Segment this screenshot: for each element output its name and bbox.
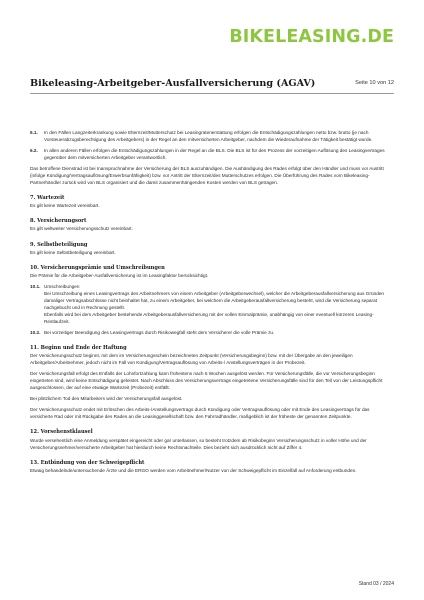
section-text-13: Etwaig behandelnde/untersuchende Ärzte und die ERGO werden vom Arbeitnehmer/Nutzer von der Schweigepflicht im Einzelfall auf Anforderung entbunden. <box>30 467 357 473</box>
section-text-11-1: Der Versicherungsschutz beginnt, mit dem im Versicherungsschein bezeichneten Zeitpunkt (Versicherungsbeginn) bzw. mit der Übergabe an den jeweiligen Arbeitgeber/Arbeitnehmer, jedoch nicht im Fall von Kündigung/Vertragsauflösung von Arbeits-/ Anstellungsverträgen in der Probezeit. <box>30 353 353 366</box>
clause-number: 6.1. <box>30 130 38 135</box>
footer-stand: Stand 03 / 2024 <box>358 581 394 587</box>
section-heading-11: 11. Beginn und Ende der Haftung <box>30 345 127 352</box>
clause-subtitle: Umschreibungen <box>44 283 80 289</box>
section-heading-12: 12. Vorsehenstklausel <box>30 429 93 436</box>
section-text-12: Wurde versehentlich eine Anmeldung verspätet eingereicht oder gar unterlassen, so besteht trotzdem ab Risikobeginn Versicherungsschutz in voller Höhe und der Versicherungsnehmer/versicherte Arbeitgeber hat hierdurch keine Rechtsnachteile. Dies bezieht sich ausdrücklich nicht auf Ziffer 4. <box>30 437 367 450</box>
clause-text-2: Ebenfalls wird bei dem Arbeitgeber bestehende Arbeitgeberausfallversicherung mit der vollen Einmalprämie, unabhängig von einer eventuell kürzeren Leasing-Restlaufzeit. <box>44 311 374 324</box>
bikeleasing-logo: BIKELEASING.DE <box>229 27 394 47</box>
clause-6-2 <box>30 147 393 161</box>
clause-number: 10.2. <box>30 329 41 335</box>
section-text-8: Es gilt weltweiter Versicherungsschutz vereinbart. <box>30 226 133 232</box>
section-heading-13: 13. Entbindung von der Schweigepflicht <box>30 459 145 466</box>
clause-10-2 <box>30 329 393 336</box>
section-text-11-4: Der Versicherungsschutz endet mit Erlöschen des Arbeits-/Anstellungsvertrags durch Kündigung oder Vertragsauflösung oder mit Ende des Leasingvertrags für das versicherte Rad oder mit Rückgabe des Rades an die Leasinggesellschaft bzw. den Fahrradhändler, maßgeblich ist der früheste der genannten Zeitpunkte. <box>30 407 370 420</box>
section-text-7: Es gilt keine Wartezeit vereinbart. <box>30 203 100 209</box>
paragraph-handover: Das betroffene Dienstrad ist bei Inanspruchnahme der Versicherung der BLS auszuhändigen. Die Aushändigung des Rades erfolgt über den Händler und muss vor Austritt (infolge Kündigung/Vertragsauflösung/Erwerbsunfähigkeit) bzw. vor Antritt der Elternzeit/des Mutterschutzes erfolgen. Die Überführung des Rades vom Bikeleasing-Partnerhändler zurück wird von BLS organisiert und die damit zusammenhängenden Kosten werden von BLS getragen. <box>30 166 384 186</box>
clause-number: 10.1. <box>30 283 41 289</box>
document-title: Bikeleasing-Arbeitgeber-Ausfallversicherung (AGAV) <box>30 78 316 89</box>
clause-number: 6.2. <box>30 148 38 154</box>
section-heading-10: 10. Versicherungsprämie und Umschreibungen <box>30 264 165 271</box>
clause-10-1 <box>30 283 393 325</box>
clause-text: In den Fällen Langzeiterkrankung sowie Elternzeit/Mutterschutz bei Leasingratenerstattung erfolgen die Entschädigungszahlungen netto bzw. brutto (je nach Vorsteuerabzugsberechtigung des Arbeitgebers) in der Regel an den mitversicherten Arbeitgeber, nachdem die Wiederaufnahme der Tätigkeit bestätigt wurde. <box>44 130 373 143</box>
section-text-10: Die Prämie für die Arbeitgeber-Ausfallversicherung ist im Leasingfaktor berücksichtigt. <box>30 272 209 278</box>
clause-6-1 <box>30 129 393 143</box>
section-heading-8: 8. Versicherungsort <box>30 218 87 225</box>
section-text-11-3: Bei plötzlichem Tod des Mitarbeiters wird der Versicherungsfall ausgelöst. <box>30 396 183 402</box>
section-heading-9: 9. Selbstbeteiligung <box>30 241 88 248</box>
clause-text: Bei Umschreibung eines Leasingvertrags des Arbeitnehmers von einem Arbeitgeber (Arbeitgeberwechsel), welcher die Arbeitgeberausfallversicherung aus Gründen damaliger Vertragsabschlüsse nicht beinhaltet hat, zu einem Arbeitgeber, bei welchem die Arbeitgeberausfallversicherung besteht, wird die Versicherung separat nachgebucht und in Rechnung gestellt. <box>44 290 385 310</box>
section-text-9: Es gilt keine Selbstbeteiligung vereinbart. <box>30 249 116 255</box>
section-text-11-2: Der Versicherungsfall erfolgt des Entfalls der Lohnfortzahlung kann frühestens nach 6 Wochen ausgelöst werden. Für Versicherungsfälle, die vor Versicherungsbeginn eingetreten sind, wird keine Entschädigung geleistet. Nach Abschluss des Versicherungsvertrags eingetretene Versicherungsfälle sind für den Teil von der Leistungspflicht ausgeschlossen, der auf eine etwaige Wartezeit (Probezeit) entfällt. <box>30 371 383 391</box>
clause-text: Bei vorzeitiger Beendigung des Leasingvertrags durch Risikowegfall steht dem Versicherer die volle Prämie zu. <box>44 329 275 335</box>
clause-text: In allen anderen Fällen erfolgen die Entschädigungszahlungen in der Regel an die BLS. Die BLS ist für den Prozess der vorzeitigen Auflösung des Leasingvertrages gegenüber dem mitversicherten Arbeitgeber verantwortlich. <box>44 148 385 161</box>
document-body <box>30 129 393 474</box>
header-divider <box>30 93 394 94</box>
page-number: Seite 10 von 12 <box>355 80 394 86</box>
section-heading-7: 7. Wartezeit <box>30 195 65 202</box>
